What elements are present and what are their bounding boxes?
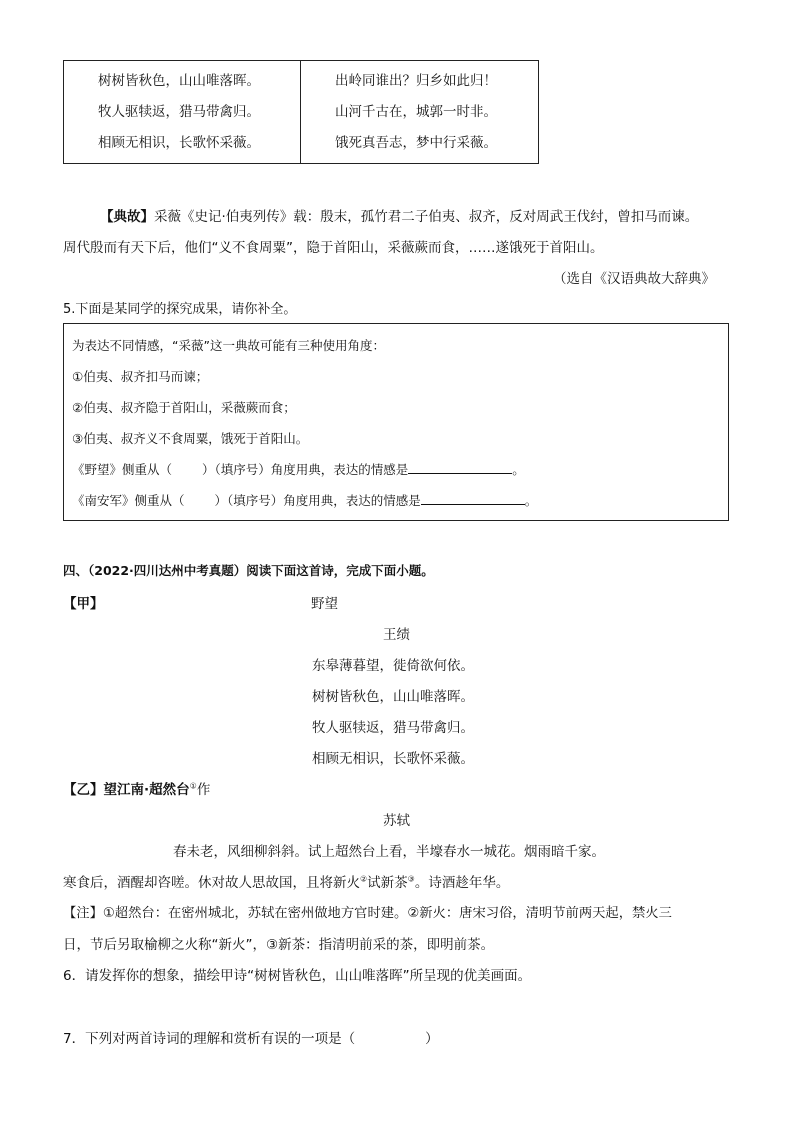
poem-line: 牧人驱犊返，猎马带禽归。 [98, 104, 260, 120]
q5-fill-1 [72, 460, 525, 478]
q5-fill-1-answer-blank[interactable] [408, 461, 512, 474]
poem-line: 饿死真吾志，梦中行采薇。 [335, 135, 497, 151]
footnote-marker: ③ [407, 874, 415, 884]
note-line-1: 【注】①超然台：在密州城北，苏轼在密州做地方官时建。②新火：唐宋习俗，清明节前两天起，禁火三 [63, 906, 672, 921]
poem-line: 相顾无相识，长歌怀采薇。 [98, 135, 260, 151]
poem-jia-line-3: 牧人驱犊返，猎马带禽归。 [312, 720, 474, 736]
question-7-end: ） [425, 1031, 439, 1047]
q5-item-3: ③伯夷、叔齐义不食周粟，饿死于首阳山。 [72, 431, 309, 446]
section-4-heading: 四、（2022·四川达州中考真题）阅读下面这首诗，完成下面小题。 [63, 563, 434, 578]
poem-comparison-table [63, 60, 539, 164]
question-6: 6．请发挥你的想象，描绘甲诗“树树皆秋色，山山唯落晖”所呈现的优美画面。 [63, 968, 532, 984]
footnote-marker: ② [360, 874, 368, 884]
q5-fill-1-text: 《野望》侧重从（ [72, 462, 173, 477]
poem-line: 树树皆秋色，山山唯落晖。 [98, 73, 260, 89]
allusion-line-2: 周代殷而有天下后，他们“义不食周粟”，隐于首阳山，采薇蕨而食，……遂饿死于首阳山。 [63, 240, 604, 256]
question-5-prompt: 5.下面是某同学的探究成果，请你补全。 [63, 302, 297, 317]
q5-fill-1-end: 。 [512, 462, 525, 477]
q5-fill-1-text-b: ）（填序号）角度用典，表达的情感是 [202, 462, 409, 477]
poem-yi-heading [63, 778, 210, 798]
poem-line: 山河千古在，城郭一时非。 [335, 104, 497, 120]
poem-jia-line-4: 相顾无相识，长歌怀采薇。 [312, 751, 474, 767]
allusion-line-1 [100, 205, 698, 225]
poem-jia-line-1: 东皋薄暮望，徙倚欲何依。 [312, 658, 474, 674]
note-line-2: 日，节后另取榆柳之火称“新火”，③新茶：指清明前采的茶，即明前茶。 [63, 937, 495, 953]
poem-yi-label: 【乙】望江南·超然台 [63, 782, 190, 798]
q5-intro: 为表达不同情感，“采薇”这一典故可能有三种使用角度： [72, 338, 385, 353]
poem-yi-text: 。诗酒趁年华。 [414, 875, 510, 891]
q5-item-2: ②伯夷、叔齐隐于首阳山，采薇蕨而食； [72, 400, 296, 415]
poem-yi-suffix: 作 [196, 782, 211, 798]
poem-jia-label: 【甲】 [63, 596, 104, 612]
poem-col-right [301, 61, 538, 163]
poem-yi-text: 寒食后，酒醒却咨嗟。休对故人思故国，且将新火 [63, 875, 360, 891]
poem-jia-line-2: 树树皆秋色，山山唯落晖。 [312, 689, 474, 705]
question-7 [63, 1027, 439, 1047]
poem-line: 出岭同谁出？归乡如此归！ [335, 73, 497, 89]
poem-yi-text: 试新茶 [367, 875, 408, 891]
q5-fill-2-text: 《南安军》侧重从（ [72, 493, 185, 508]
allusion-text: 采薇《史记·伯夷列传》载：殷末，孤竹君二子伯夷、叔齐，反对周武王伐纣，曾扣马而谏。 [154, 209, 699, 225]
q5-fill-2-text-b: ）（填序号）角度用典，表达的情感是 [214, 493, 421, 508]
question-5-box [63, 323, 729, 521]
poem-yi-line-1: 春未老，风细柳斜斜。试上超然台上看，半壕春水一城花。烟雨暗千家。 [173, 844, 605, 860]
q5-item-1: ①伯夷、叔齐扣马而谏； [72, 369, 209, 384]
q5-fill-2 [72, 491, 537, 509]
footnote-marker: ① [189, 781, 197, 791]
poem-jia-title: 野望 [311, 596, 338, 612]
q5-fill-2-answer-blank[interactable] [421, 492, 525, 505]
allusion-label: 【典故】 [100, 209, 154, 225]
poem-col-left [64, 61, 301, 163]
poem-yi-line-2 [63, 871, 509, 891]
poem-jia-author: 王绩 [383, 627, 410, 643]
allusion-source: （选自《汉语典故大辞典》 [553, 271, 715, 287]
question-7-text: 7．下列对两首诗词的理解和赏析有误的一项是（ [63, 1031, 356, 1047]
q5-fill-2-end: 。 [524, 493, 538, 508]
poem-yi-author: 苏轼 [383, 813, 410, 829]
